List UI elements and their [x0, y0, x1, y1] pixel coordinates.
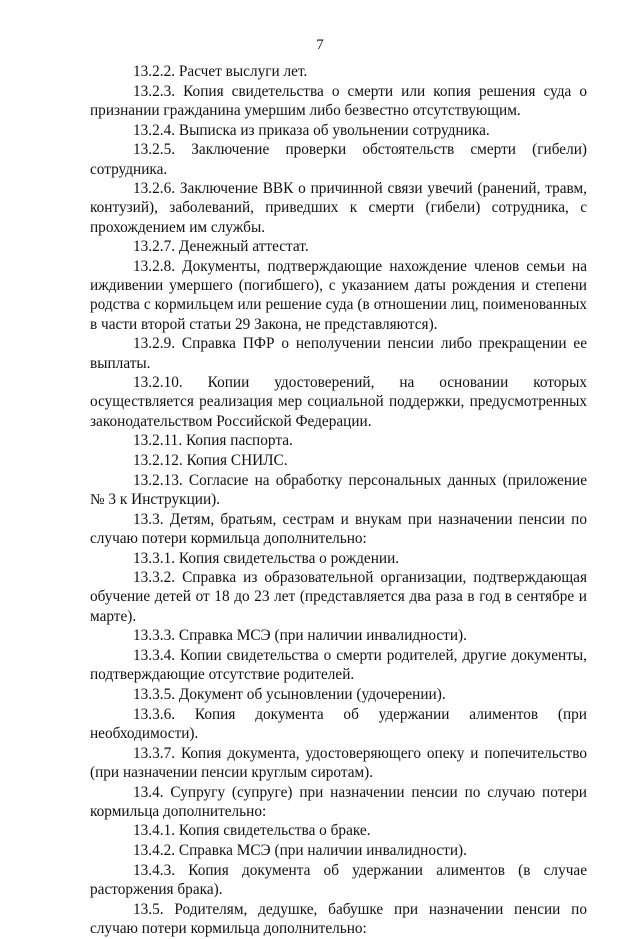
- document-body: [90, 62, 587, 939]
- paragraph-13-2-7: 13.2.7. Денежный аттестат.: [133, 238, 309, 256]
- paragraph-13-2-13: 13.2.13. Согласие на обработку персональных данных (приложение № 3 к Инструкции).: [90, 471, 587, 508]
- paragraph-13-3-4: 13.3.4. Копии свидетельства о смерти родителей, другие документы, подтверждающие отсутствие родителей.: [90, 647, 587, 684]
- paragraph-13-3-2: 13.3.2. Справка из образовательной организации, подтверждающая обучение детей от 18 до 23 лет (представляется два раза в год в сентябре и марте).: [90, 569, 587, 625]
- paragraph-13-2-5: 13.2.5. Заключение проверки обстоятельств смерти (гибели) сотрудника.: [90, 141, 587, 178]
- paragraph-13-2-12: 13.2.12. Копия СНИЛС.: [133, 452, 288, 470]
- paragraph-13-3-3: 13.3.3. Справка МСЭ (при наличии инвалидности).: [133, 627, 467, 645]
- paragraph-13-2-2: 13.2.2. Расчет выслуги лет.: [133, 63, 308, 80]
- paragraph-13-4-3: 13.4.3. Копия документа об удержании алиментов (в случае расторжения брака).: [90, 861, 587, 899]
- paragraph-13-2-6: 13.2.6. Заключение ВВК о причинной связи увечий (ранений, травм, контузий), заболеваний, приведших к смерти (гибели) сотрудника, с прохождением им службы.: [90, 180, 587, 236]
- paragraph-13-3-1: 13.3.1. Копия свидетельства о рождении.: [133, 549, 400, 567]
- paragraph-13-3-5: 13.3.5. Документ об усыновлении (удочерении).: [133, 686, 446, 703]
- paragraph-13-2-9: 13.2.9. Справка ПФР о неполучении пенсии либо прекращении ее выплаты.: [90, 335, 587, 372]
- paragraph-13-4: 13.4. Супругу (супруге) при назначении пенсии по случаю потери кормильца дополнительно:: [90, 783, 587, 820]
- paragraph-13-3: 13.3. Детям, братьям, сестрам и внукам при назначении пенсии по случаю потери кормильца дополнительно:: [90, 510, 587, 547]
- paragraph-13-4-1: 13.4.1. Копия свидетельства о браке.: [133, 822, 371, 840]
- page-number: 7: [316, 37, 324, 53]
- paragraph-13-3-6: 13.3.6. Копия документа об удержании алиментов (при необходимости).: [90, 705, 587, 742]
- paragraph-13-2-10: 13.2.10. Копии удостоверений, на основании которых осуществляется реализация мер социальной поддержки, предусмотренных законодательством Российской Федерации.: [90, 374, 587, 430]
- paragraph-13-2-11: 13.2.11. Копия паспорта.: [133, 432, 293, 450]
- paragraph-13-2-3: 13.2.3. Копия свидетельства о смерти или копия решения суда о признании гражданина умершим либо безвестно отсутствующим.: [90, 82, 587, 119]
- paragraph-13-4-2: 13.4.2. Справка МСЭ (при наличии инвалидности).: [133, 842, 467, 860]
- paragraph-13-5: 13.5. Родителям, дедушке, бабушке при назначении пенсии по случаю потери кормильца дополнительно:: [90, 900, 587, 937]
- paragraph-13-3-7: 13.3.7. Копия документа, удостоверяющего опеку и попечительство (при назначении пенсии круглым сиротам).: [90, 744, 587, 781]
- paragraph-13-2-4: 13.2.4. Выписка из приказа об увольнении сотрудника.: [133, 121, 490, 139]
- paragraph-13-2-8: 13.2.8. Документы, подтверждающие нахождение членов семьи на иждивении умершего (погибшего), с указанием даты рождения и степени родства с кормильцем или решение суда (в отношении лиц, поименованных в части второй статьи 29 Закона, не представляются).: [90, 258, 587, 333]
